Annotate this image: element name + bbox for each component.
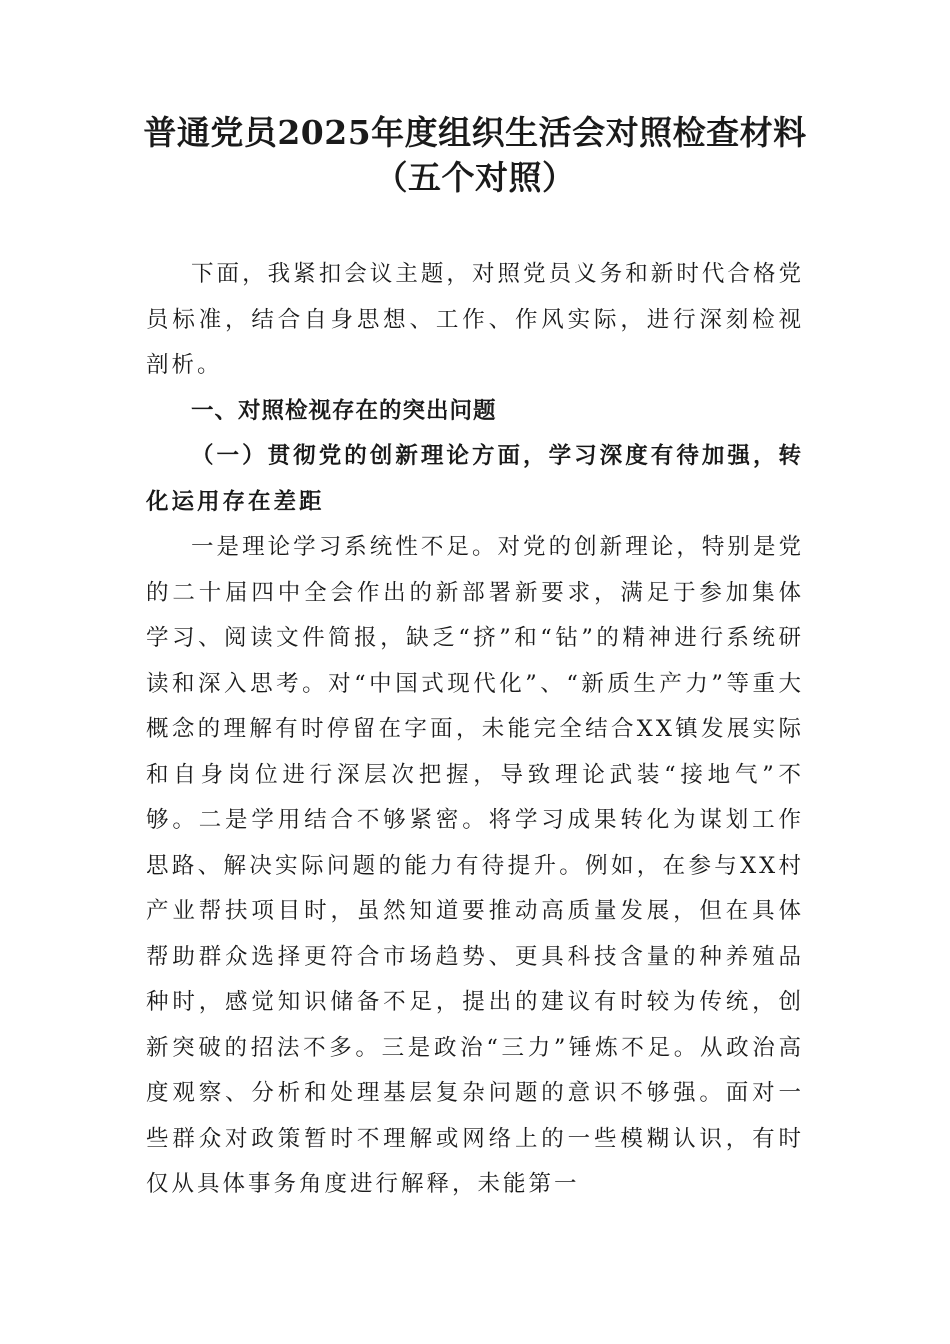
document-title: 普通党员2025年度组织生活会对照检查材料（五个对照）	[143, 113, 807, 197]
body-paragraph: 一是理论学习系统性不足。对党的创新理论，特别是党的二十届四中全会作出的新部署新要求，满足于参加集体学习、阅读文件简报，缺乏“挤”和“钻”的精神进行系统研读和深入思考。对“中国式现代化”、“新质生产力”等重大概念的理解有时停留在字面，未能完全结合XX镇发展实际和自身岗位进行深层次把握，导致理论武装“接地气”不够。二是学用结合不够紧密。将学习成果转化为谋划工作思路、解决实际问题的能力有待提升。例如，在参与XX村产业帮扶项目时，虽然知道要推动高质量发展，但在具体帮助群众选择更符合市场趋势、更具科技含量的种养殖品种时，感觉知识储备不足，提出的建议有时较为传统，创新突破的招法不多。三是政治“三力”锤炼不足。从政治高度观察、分析和处理基层复杂问题的意识不够强。面对一些群众对政策暂时不理解或网络上的一些模糊认识，有时仅从具体事务角度进行解释，未能第一	[146, 534, 804, 1197]
document-body	[146, 252, 804, 1208]
section-heading: 一、对照检视存在的突出问题	[191, 397, 497, 424]
subsection-heading: （一）贯彻党的创新理论方面，学习深度有待加强，转化运用存在差距	[146, 443, 804, 515]
intro-paragraph: 下面，我紧扣会议主题，对照党员义务和新时代合格党员标准，结合自身思想、工作、作风实际，进行深刻检视剖析。	[146, 261, 804, 378]
